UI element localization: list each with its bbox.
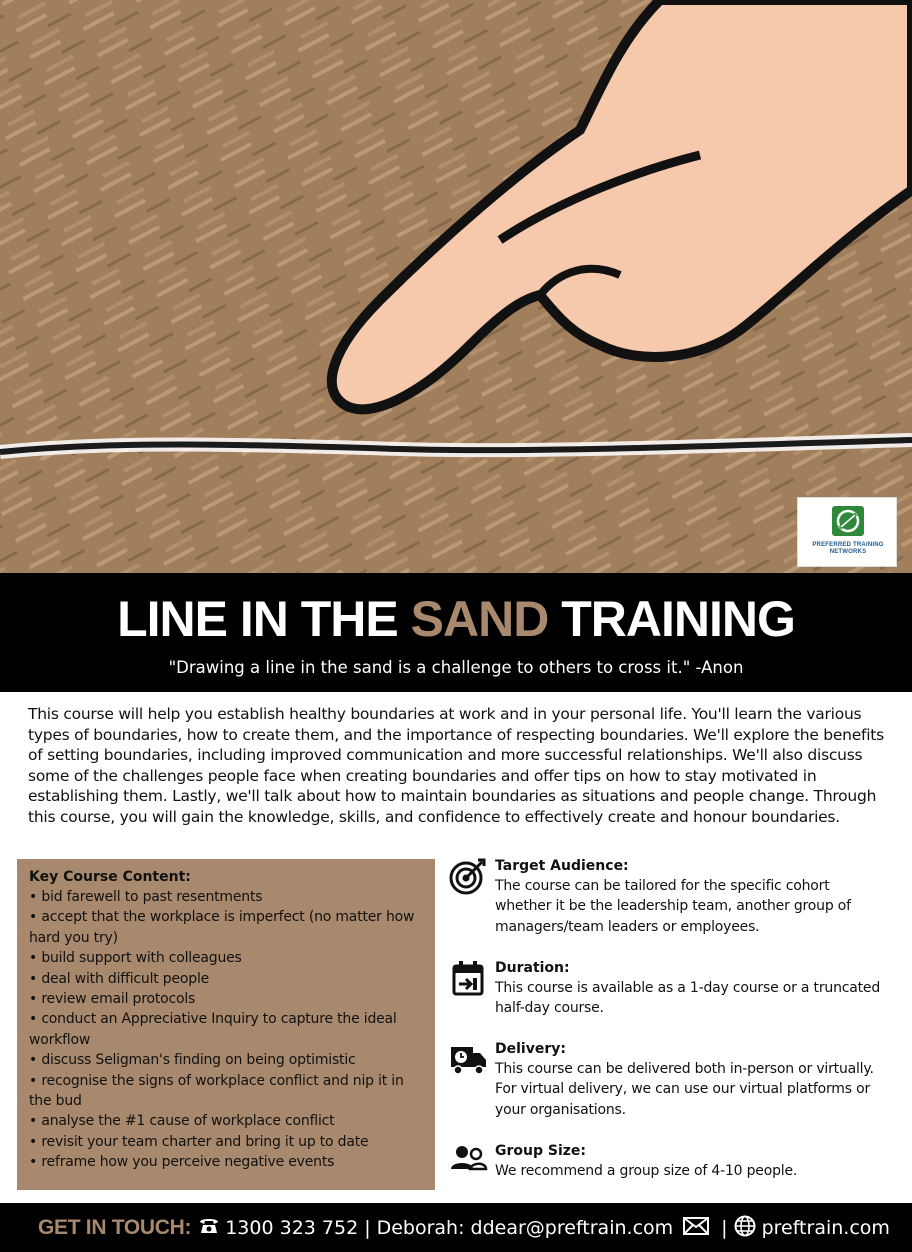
group-size-heading: Group Size:: [495, 1143, 586, 1159]
list-item: • bid farewell to past resentments: [29, 887, 423, 907]
title-band: [0, 573, 912, 692]
mail-icon: [683, 1217, 709, 1240]
list-item: • analyse the #1 cause of workplace conflict: [29, 1111, 423, 1131]
list-item: • build support with colleagues: [29, 948, 423, 968]
list-item: • reframe how you perceive negative events: [29, 1152, 423, 1172]
duration-section: [448, 958, 888, 1019]
key-content-list: [29, 887, 423, 1173]
key-content-box: [17, 859, 435, 1190]
list-item: • accept that the workplace is imperfect (no matter how hard you try): [29, 907, 423, 948]
intro-paragraph: This course will help you establish healthy boundaries at work and in your personal life. You'll learn the various types of boundaries, how to create them, and the importance of respecting boundaries. We'll explore the benefits of setting boundaries, including improved communication and more successful relationships. We'll also discuss some of the challenges people face when creating boundaries and offer tips on how to stay motivated in establishing them. Lastly, we'll talk about how to maintain boundaries as situations and people change. Through this course, you will gain the knowledge, skills, and confidence to effectively create and honour boundaries.: [28, 705, 884, 826]
logo-mark-icon: [832, 506, 864, 536]
quote: "Drawing a line in the sand is a challenge to others to cross it." -Anon: [168, 658, 744, 677]
duration-text: This course is available as a 1-day course or a truncated half-day course.: [495, 980, 881, 1017]
divider: |: [721, 1217, 728, 1239]
logo-text: PREFERRED TRAINING NETWORKS: [812, 542, 884, 555]
list-item: • deal with difficult people: [29, 969, 423, 989]
truck-icon: [448, 1039, 488, 1079]
contact-email[interactable]: Deborah: ddear@preftrain.com: [376, 1217, 674, 1239]
list-item: • conduct an Appreciative Inquiry to capture the ideal workflow: [29, 1009, 423, 1050]
sand-hand-illustration: [0, 0, 912, 573]
list-item: • revisit your team charter and bring it up to date: [29, 1132, 423, 1152]
target-audience-section: [448, 856, 888, 937]
people-icon: [448, 1141, 488, 1181]
get-in-touch-label: GET IN TOUCH:: [38, 1216, 192, 1239]
list-item: • review email protocols: [29, 989, 423, 1009]
globe-icon: [734, 1215, 756, 1242]
group-size-section: [448, 1141, 888, 1181]
target-icon: [448, 856, 488, 896]
company-logo: [797, 497, 897, 567]
title-accent: SAND: [410, 591, 549, 647]
list-item: • recognise the signs of workplace conflict and nip it in the bud: [29, 1071, 423, 1112]
target-audience-text: The course can be tailored for the specific cohort whether it be the leadership team, another group of managers/team leaders or employees.: [495, 878, 851, 935]
website-link[interactable]: preftrain.com: [761, 1217, 890, 1239]
contact-row: [38, 1212, 890, 1244]
key-content-heading: Key Course Content:: [29, 869, 191, 885]
footer-bar: [0, 1203, 912, 1252]
page-title: LINE IN THE SAND TRAINING: [117, 591, 795, 647]
list-item: • discuss Seligman's finding on being optimistic: [29, 1050, 423, 1070]
target-audience-heading: Target Audience:: [495, 858, 629, 874]
divider: |: [364, 1217, 371, 1239]
duration-heading: Duration:: [495, 960, 570, 976]
delivery-section: [448, 1039, 888, 1120]
delivery-heading: Delivery:: [495, 1041, 566, 1057]
phone-icon: [199, 1217, 219, 1240]
hero-illustration: [0, 0, 912, 573]
calendar-icon: [448, 958, 488, 998]
group-size-text: We recommend a group size of 4-10 people.: [495, 1163, 798, 1179]
delivery-text: This course can be delivered both in-person or virtually. For virtual delivery, we can use our virtual platforms or your organisations.: [495, 1061, 874, 1118]
phone-number[interactable]: 1300 323 752: [225, 1217, 359, 1239]
